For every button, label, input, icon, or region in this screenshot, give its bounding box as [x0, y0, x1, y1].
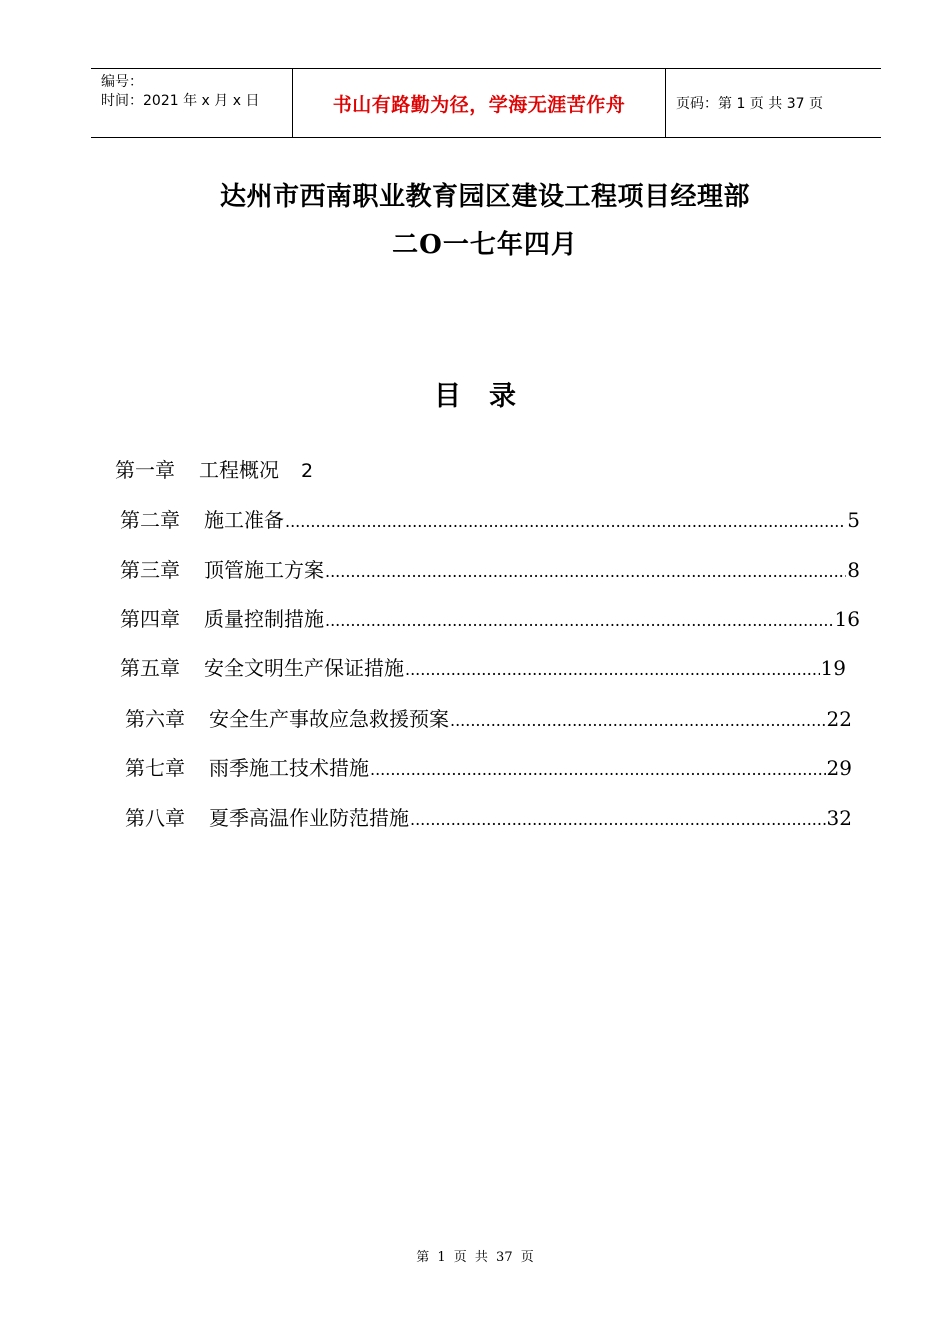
toc-chapter: 第五章	[120, 656, 180, 680]
toc-title: 安全生产事故应急救援预案	[209, 707, 449, 731]
time-label: 时间：2021 年 x 月 x 日	[101, 93, 260, 109]
document-date: 二O一七年四月	[392, 230, 578, 260]
toc-title: 施工准备	[204, 508, 284, 532]
toc-entry[interactable]	[120, 652, 846, 680]
toc-chapter: 第一章	[115, 458, 175, 482]
header-meta-cell	[91, 69, 293, 137]
toc-heading: 目录	[434, 381, 544, 412]
toc-chapter: 第八章	[125, 806, 185, 830]
toc-page-number: 19	[820, 656, 846, 680]
toc-page-number: 32	[826, 806, 852, 830]
toc-chapter: 第三章	[120, 558, 180, 582]
toc-leader-dots	[325, 562, 846, 581]
toc-chapter: 第六章	[125, 707, 185, 731]
toc-entry[interactable]	[120, 504, 860, 532]
toc-title: 夏季高温作业防范措施	[209, 806, 409, 830]
toc-page-number: 22	[826, 707, 852, 731]
document-title: 达州市西南职业教育园区建设工程项目经理部	[219, 182, 750, 212]
toc-leader-dots	[405, 660, 820, 679]
toc-title: 顶管施工方案	[204, 558, 324, 582]
toc-leader-dots	[325, 611, 834, 630]
toc-entry[interactable]	[120, 603, 860, 631]
toc-leader-dots	[450, 711, 826, 730]
page-footer: 第 1 页 共 37 页	[416, 1250, 534, 1265]
header-table	[91, 68, 881, 138]
toc-chapter: 第四章	[120, 607, 180, 631]
toc-title: 工程概况	[199, 458, 279, 482]
toc-page-number: 2	[301, 460, 314, 482]
toc-title: 质量控制措施	[204, 607, 324, 631]
toc-entry[interactable]	[115, 454, 313, 482]
toc-leader-dots	[370, 760, 826, 779]
header-motto-cell	[293, 69, 666, 137]
toc-entry[interactable]	[125, 802, 852, 830]
toc-page-number: 8	[847, 558, 860, 582]
toc-page-number: 5	[847, 508, 860, 532]
toc-page-number: 29	[826, 756, 852, 780]
toc-chapter: 第七章	[125, 756, 185, 780]
toc-leader-dots	[410, 810, 826, 829]
toc-entry[interactable]	[125, 752, 852, 780]
toc-entry[interactable]	[125, 703, 852, 731]
toc-chapter: 第二章	[120, 508, 180, 532]
toc-page-number: 16	[834, 607, 860, 631]
header-page-cell	[666, 69, 881, 137]
toc-title: 雨季施工技术措施	[209, 756, 369, 780]
header-page-info: 页码：第 1 页 共 37 页	[676, 96, 823, 112]
motto-text: 书山有路勤为径，学海无涯苦作舟	[332, 93, 626, 116]
toc-entry[interactable]	[120, 554, 860, 582]
toc-leader-dots	[285, 512, 846, 531]
code-label: 编号：	[101, 74, 143, 90]
toc-title: 安全文明生产保证措施	[204, 656, 404, 680]
